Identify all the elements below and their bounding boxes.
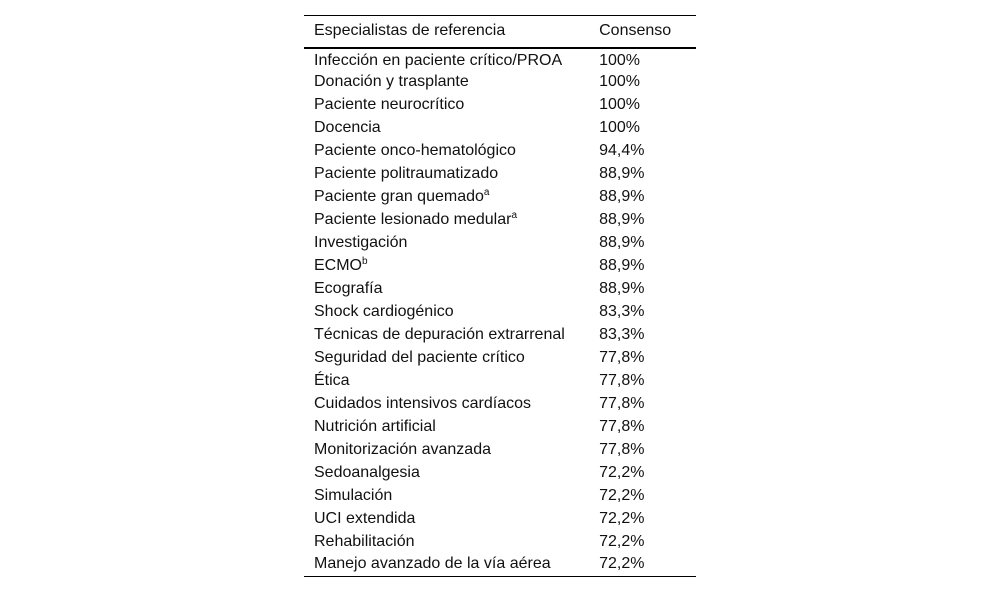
specialty-cell bbox=[304, 554, 589, 577]
specialty-cell bbox=[304, 324, 589, 347]
consensus-value: 72,2% bbox=[599, 464, 645, 481]
specialty-cell bbox=[304, 117, 589, 140]
table-row bbox=[304, 508, 696, 531]
consensus-value: 88,9% bbox=[599, 234, 645, 251]
footnote-marker: a bbox=[483, 187, 490, 198]
table-row bbox=[304, 485, 696, 508]
table-row bbox=[304, 94, 696, 117]
table-row bbox=[304, 278, 696, 301]
specialty-name: Seguridad del paciente crítico bbox=[314, 349, 525, 366]
specialty-cell bbox=[304, 531, 589, 554]
specialty-name: UCI extendida bbox=[314, 510, 416, 527]
consensus-value: 77,8% bbox=[599, 395, 645, 412]
consensus-table bbox=[304, 15, 696, 577]
consensus-value: 83,3% bbox=[599, 326, 645, 343]
table-row bbox=[304, 416, 696, 439]
specialty-cell bbox=[304, 186, 589, 209]
table-row bbox=[304, 370, 696, 393]
specialty-cell bbox=[304, 48, 589, 71]
consensus-value: 100% bbox=[599, 96, 641, 113]
table-header-row bbox=[304, 16, 696, 48]
table-row bbox=[304, 324, 696, 347]
specialty-cell bbox=[304, 71, 589, 94]
table-body bbox=[304, 48, 696, 577]
specialty-cell bbox=[304, 301, 589, 324]
consensus-value: 88,9% bbox=[599, 280, 645, 297]
specialty-name: Paciente onco-hematológico bbox=[314, 142, 516, 159]
table-row bbox=[304, 232, 696, 255]
specialty-cell bbox=[304, 232, 589, 255]
table-row bbox=[304, 439, 696, 462]
specialty-name: Manejo avanzado de la vía aérea bbox=[314, 554, 551, 572]
specialty-name: Shock cardiogénico bbox=[314, 303, 454, 320]
table-row bbox=[304, 301, 696, 324]
specialty-cell bbox=[304, 140, 589, 163]
specialty-name: Nutrición artificial bbox=[314, 418, 436, 435]
table-row bbox=[304, 347, 696, 370]
specialty-cell bbox=[304, 278, 589, 301]
specialty-name: Paciente neurocrítico bbox=[314, 96, 465, 113]
specialty-name: ECMO bbox=[314, 257, 362, 274]
specialty-cell bbox=[304, 94, 589, 117]
specialty-name: Donación y trasplante bbox=[314, 73, 469, 90]
consensus-value: 88,9% bbox=[599, 211, 645, 228]
consensus-value: 88,9% bbox=[599, 165, 645, 182]
specialty-name: Ecografía bbox=[314, 280, 383, 297]
header-consensus: Consenso bbox=[589, 16, 696, 48]
table-row bbox=[304, 117, 696, 140]
consensus-value: 100% bbox=[599, 119, 641, 136]
consensus-value: 77,8% bbox=[599, 349, 645, 366]
consensus-value: 72,2% bbox=[599, 487, 645, 504]
specialty-name: Técnicas de depuración extrarrenal bbox=[314, 326, 565, 343]
specialty-cell bbox=[304, 439, 589, 462]
consensus-value: 72,2% bbox=[589, 554, 696, 577]
specialty-name: Investigación bbox=[314, 234, 408, 251]
specialty-name: Paciente politraumatizado bbox=[314, 165, 499, 182]
specialty-name: Sedoanalgesia bbox=[314, 464, 420, 481]
table-row bbox=[304, 140, 696, 163]
specialty-cell bbox=[304, 462, 589, 485]
consensus-value: 88,9% bbox=[599, 188, 645, 205]
specialty-name: Simulación bbox=[314, 487, 393, 504]
consensus-value: 72,2% bbox=[599, 510, 645, 527]
table-row bbox=[304, 48, 696, 71]
specialty-name: Infección en paciente crítico/PROA bbox=[314, 52, 563, 69]
consensus-value: 72,2% bbox=[599, 533, 645, 550]
specialty-name: Ética bbox=[314, 372, 350, 389]
consensus-value: 100% bbox=[599, 73, 641, 90]
table-row bbox=[304, 255, 696, 278]
consensus-value: 88,9% bbox=[599, 257, 645, 274]
consensus-value: 77,8% bbox=[599, 372, 645, 389]
specialty-name: Docencia bbox=[314, 119, 381, 136]
table-row bbox=[304, 163, 696, 186]
specialty-cell bbox=[304, 163, 589, 186]
consensus-value: 94,4% bbox=[599, 142, 645, 159]
specialty-cell bbox=[304, 255, 589, 278]
table-row bbox=[304, 462, 696, 485]
footnote-marker: a bbox=[511, 210, 518, 221]
consensus-value: 100% bbox=[599, 52, 641, 69]
specialty-cell bbox=[304, 370, 589, 393]
specialty-cell bbox=[304, 347, 589, 370]
consensus-value: 77,8% bbox=[599, 441, 645, 458]
specialty-name: Paciente gran quemado bbox=[314, 188, 484, 205]
specialty-cell bbox=[304, 416, 589, 439]
footnote-marker: b bbox=[362, 256, 368, 267]
specialty-name: Cuidados intensivos cardíacos bbox=[314, 395, 532, 412]
specialty-cell bbox=[304, 485, 589, 508]
table-row bbox=[304, 393, 696, 416]
specialty-name: Paciente lesionado medular bbox=[314, 211, 512, 228]
specialty-name: Rehabilitación bbox=[314, 533, 415, 550]
table-row bbox=[304, 554, 696, 577]
table-row bbox=[304, 209, 696, 232]
specialty-name: Monitorización avanzada bbox=[314, 441, 491, 458]
specialty-cell bbox=[304, 209, 589, 232]
specialty-cell bbox=[304, 508, 589, 531]
table-row bbox=[304, 186, 696, 209]
consensus-value: 77,8% bbox=[599, 418, 645, 435]
consensus-value: 83,3% bbox=[599, 303, 645, 320]
table-row bbox=[304, 531, 696, 554]
header-specialty: Especialistas de referencia bbox=[304, 16, 589, 48]
table-row bbox=[304, 71, 696, 94]
specialty-cell bbox=[304, 393, 589, 416]
